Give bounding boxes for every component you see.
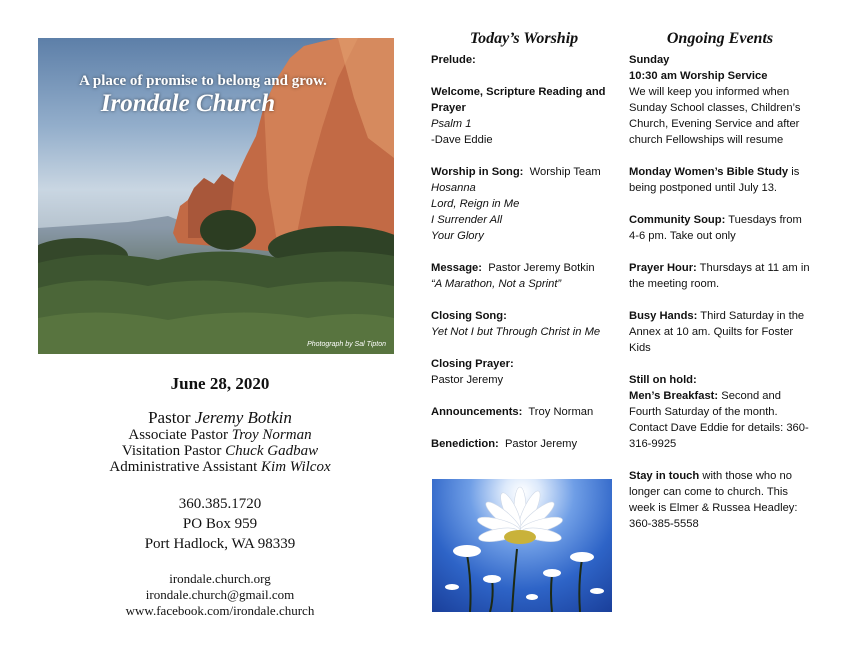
event-title: Busy Hands:	[629, 310, 698, 322]
staff-associate	[38, 427, 402, 443]
staff-role: Visitation Pastor	[121, 443, 222, 459]
event-title: Still on hold:	[629, 374, 697, 386]
ongoing-events	[629, 28, 811, 548]
event-text: We will keep you informed when Sunday School classes, Children’s Church, Evening Service and after church Fellowships will resume	[629, 86, 801, 146]
stay-in-touch-item	[629, 468, 811, 532]
closing-prayer-item	[431, 356, 617, 388]
contact-block	[38, 494, 402, 554]
daisy-photo	[432, 479, 612, 612]
event-text: Third Saturday in the Annex at 10 am. Quilts for Foster Kids	[629, 310, 805, 354]
event-text: with those who no longer can come to church. This week is Elmer & Russea Headley: 360-385-5558	[629, 470, 798, 530]
item-leader: Troy Norman	[528, 406, 594, 418]
song-title: Your Glory	[431, 230, 484, 242]
item-label: Closing Prayer:	[431, 358, 514, 370]
scripture-reference: Psalm 1	[431, 118, 472, 130]
announcements-item	[431, 404, 617, 420]
benediction-item	[431, 436, 617, 452]
staff-name: Kim Wilcox	[261, 459, 331, 475]
facebook-link[interactable]: www.facebook.com/irondale.church	[125, 603, 315, 618]
item-label: Prelude:	[431, 54, 476, 66]
event-title: Monday Women’s Bible Study	[629, 166, 789, 178]
closing-song-item	[431, 308, 617, 340]
staff-name: Troy Norman	[231, 427, 312, 443]
staff-name: Chuck Gadbaw	[225, 443, 319, 459]
event-title: Community Soup:	[629, 214, 726, 226]
item-leader: Pastor Jeremy	[504, 438, 578, 450]
item-leader: Worship Team	[529, 166, 601, 178]
photo-credit: Photograph by Sal Tipton	[307, 341, 386, 348]
staff-role: Pastor	[148, 408, 191, 427]
staff-role: Administrative Assistant	[109, 459, 258, 475]
website-link[interactable]: irondale.church.org	[169, 571, 271, 586]
staff-pastor	[38, 408, 402, 427]
worship-heading: Today’s Worship	[469, 30, 579, 47]
item-label: Welcome, Scripture Reading and Prayer	[431, 86, 606, 114]
staff-role: Associate Pastor	[128, 427, 228, 443]
links-block	[38, 571, 402, 619]
message-title: “A Marathon, Not a Sprint”	[431, 278, 562, 290]
staff-admin	[38, 459, 402, 475]
staff-list	[38, 408, 402, 475]
prayer-hour-item	[629, 260, 811, 292]
item-leader: Pastor Jeremy	[431, 374, 504, 386]
event-title: Prayer Hour:	[629, 262, 697, 274]
email-link[interactable]: irondale.church@gmail.com	[145, 587, 295, 602]
bulletin-date: June 28, 2020	[170, 374, 270, 393]
on-hold-item	[629, 372, 811, 452]
busy-hands-item	[629, 308, 811, 356]
event-title: Men’s Breakfast:	[629, 390, 719, 402]
photo-title: Irondale Church	[100, 90, 276, 117]
daisy-illustration	[432, 479, 612, 612]
event-text: Second and Fourth Saturday of the month. Contact Dave Eddie for details: 360-316-9925	[629, 390, 809, 450]
song-title: Yet Not I but Through Christ in Me	[431, 326, 601, 338]
item-label: Benediction:	[431, 438, 499, 450]
womens-study-item	[629, 164, 811, 196]
phone-number: 360.385.1720	[178, 496, 262, 512]
event-title: 10:30 am Worship Service	[629, 70, 768, 82]
event-text: Tuesdays from 4-6 pm. Take out only	[629, 214, 802, 242]
city-address: Port Hadlock, WA 98339	[144, 536, 296, 552]
worship-order	[431, 28, 617, 468]
item-label: Message:	[431, 262, 482, 274]
item-label: Worship in Song:	[431, 166, 524, 178]
prelude-item	[431, 52, 617, 68]
song-title: Hosanna	[431, 182, 476, 194]
item-leader: Pastor Jeremy Botkin	[488, 262, 595, 274]
welcome-item	[431, 84, 617, 148]
event-day: Sunday	[629, 54, 670, 66]
item-leader: -Dave Eddie	[431, 134, 493, 146]
staff-visitation	[38, 443, 402, 459]
event-text: is being postponed until July 13.	[629, 166, 800, 194]
events-heading: Ongoing Events	[666, 30, 774, 47]
sunday-item	[629, 52, 811, 148]
cover-photo	[38, 38, 394, 354]
community-soup-item	[629, 212, 811, 244]
event-text: Thursdays at 11 am in the meeting room.	[629, 262, 810, 290]
song-item	[431, 164, 617, 244]
staff-name: Jeremy Botkin	[194, 408, 292, 427]
item-label: Announcements:	[431, 406, 523, 418]
song-title: I Surrender All	[431, 214, 503, 226]
message-item	[431, 260, 617, 292]
song-title: Lord, Reign in Me	[431, 198, 520, 210]
po-box: PO Box 959	[182, 516, 258, 532]
event-title: Stay in touch	[629, 470, 700, 482]
photo-tagline: A place of promise to belong and grow.	[79, 73, 327, 89]
item-label: Closing Song:	[431, 310, 507, 322]
